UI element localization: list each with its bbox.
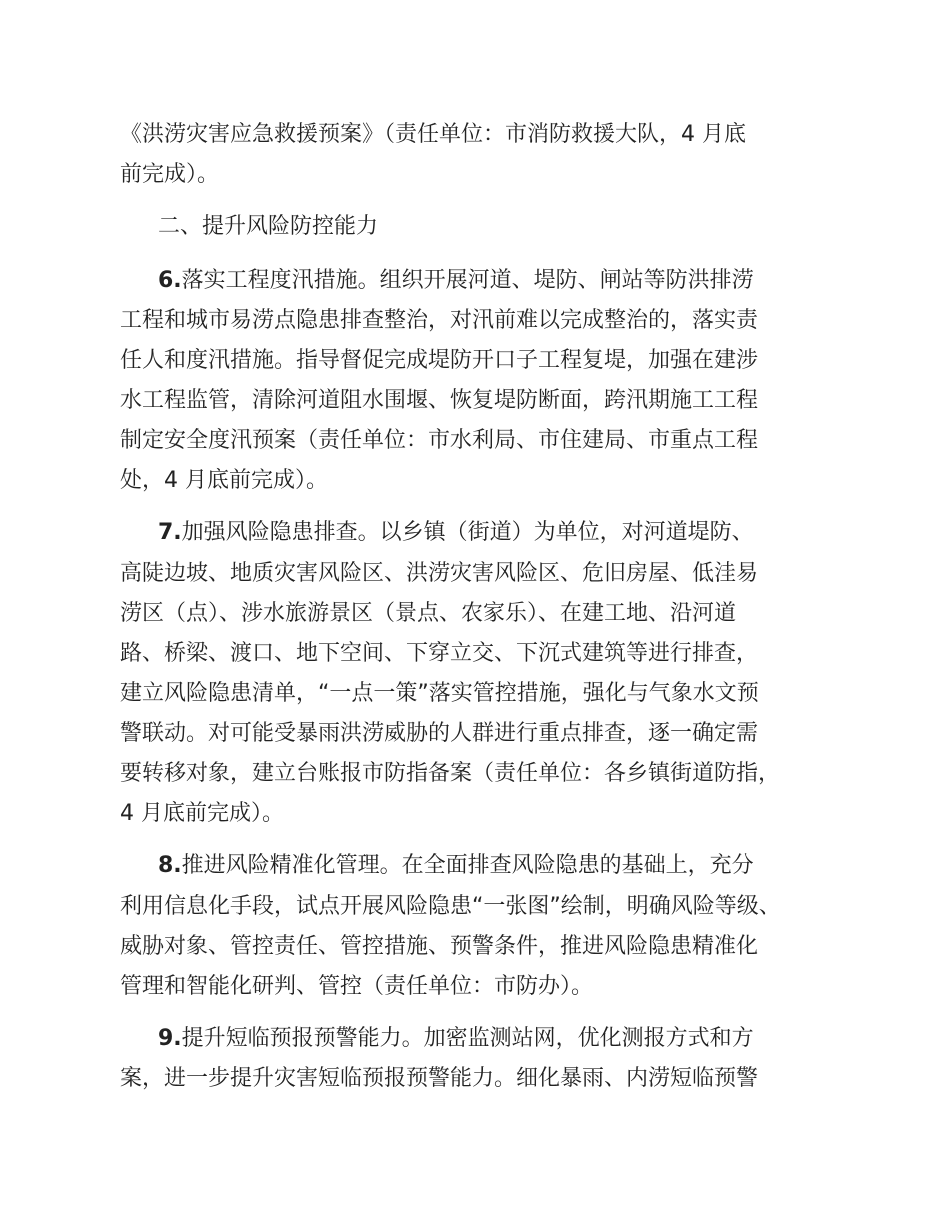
section-heading: 二、提升风险防控能力 <box>158 214 379 239</box>
text-line: 水工程监管，清除河道阻水围堰、恢复堤防断面，跨汛期施工工程 <box>120 388 759 413</box>
text-line: 路、桥梁、渡口、地下空间、下穿立交、下沉式建筑等进行排查， <box>120 641 759 666</box>
text-line: 案，进一步提升灾害短临预报预警能力。细化暴雨、内涝短临预警 <box>120 1066 759 1091</box>
text-line: 高陡边坡、地质灾害风险区、洪涝灾害风险区、危旧房屋、低洼易 <box>120 561 759 586</box>
item-text: 推进风险精准化管理。在全面排查风险隐患的基础上，充分 <box>181 853 754 878</box>
text-line: 处，4 月底前完成）。 <box>120 468 328 493</box>
text-line: 利用信息化手段，试点开展风险隐患“一张图”绘制，明确风险等级、 <box>120 894 781 919</box>
item-number: 8. <box>158 853 182 878</box>
paragraph-item-6-first-line <box>158 261 865 301</box>
text-line: 4 月底前完成）。 <box>120 801 284 826</box>
text-line: 涝区（点）、涉水旅游景区（景点、农家乐）、在建工地、沿河道 <box>120 601 737 626</box>
text-line: 管理和智能化研判、管控（责任单位：市防办）。 <box>120 974 594 999</box>
item-text: 提升短临预报预警能力。加密监测站网，优化测报方式和方 <box>181 1026 754 1051</box>
text-line: 任人和度汛措施。指导督促完成堤防开口子工程复堤，加强在建涉 <box>120 348 759 373</box>
text-line: 警联动。对可能受暴雨洪涝威胁的人群进行重点排查，逐一确定需 <box>120 721 759 746</box>
text-line: 工程和城市易涝点隐患排查整治，对汛前难以完成整治的，落实责 <box>120 308 759 333</box>
paragraph-item-9-first-line <box>158 1019 865 1059</box>
item-text: 落实工程度汛措施。组织开展河道、堤防、闸站等防洪排涝 <box>181 268 754 293</box>
item-number: 9. <box>158 1026 182 1051</box>
paragraph-item-8-first-line <box>158 846 865 886</box>
item-number: 7. <box>158 520 182 545</box>
text-line: 前完成）。 <box>120 162 220 187</box>
text-line: 建立风险隐患清单，“一点一策”落实管控措施，强化与气象水文预 <box>120 681 759 706</box>
item-text: 加强风险隐患排查。以乡镇（街道）为单位，对河道堤防、 <box>181 520 754 545</box>
text-line: 要转移对象，建立台账报市防指备案（责任单位：各乡镇街道防指， <box>120 761 781 786</box>
paragraph-item-7-first-line <box>158 513 865 553</box>
text-line: 威胁对象、管控责任、管控措施、预警条件，推进风险隐患精准化 <box>120 934 759 959</box>
item-number: 6. <box>158 268 182 293</box>
text-line: 制定安全度汛预案（责任单位：市水利局、市住建局、市重点工程 <box>120 428 759 453</box>
text-line: 《洪涝灾害应急救援预案》（责任单位：市消防救援大队，4 月底 <box>120 122 746 147</box>
